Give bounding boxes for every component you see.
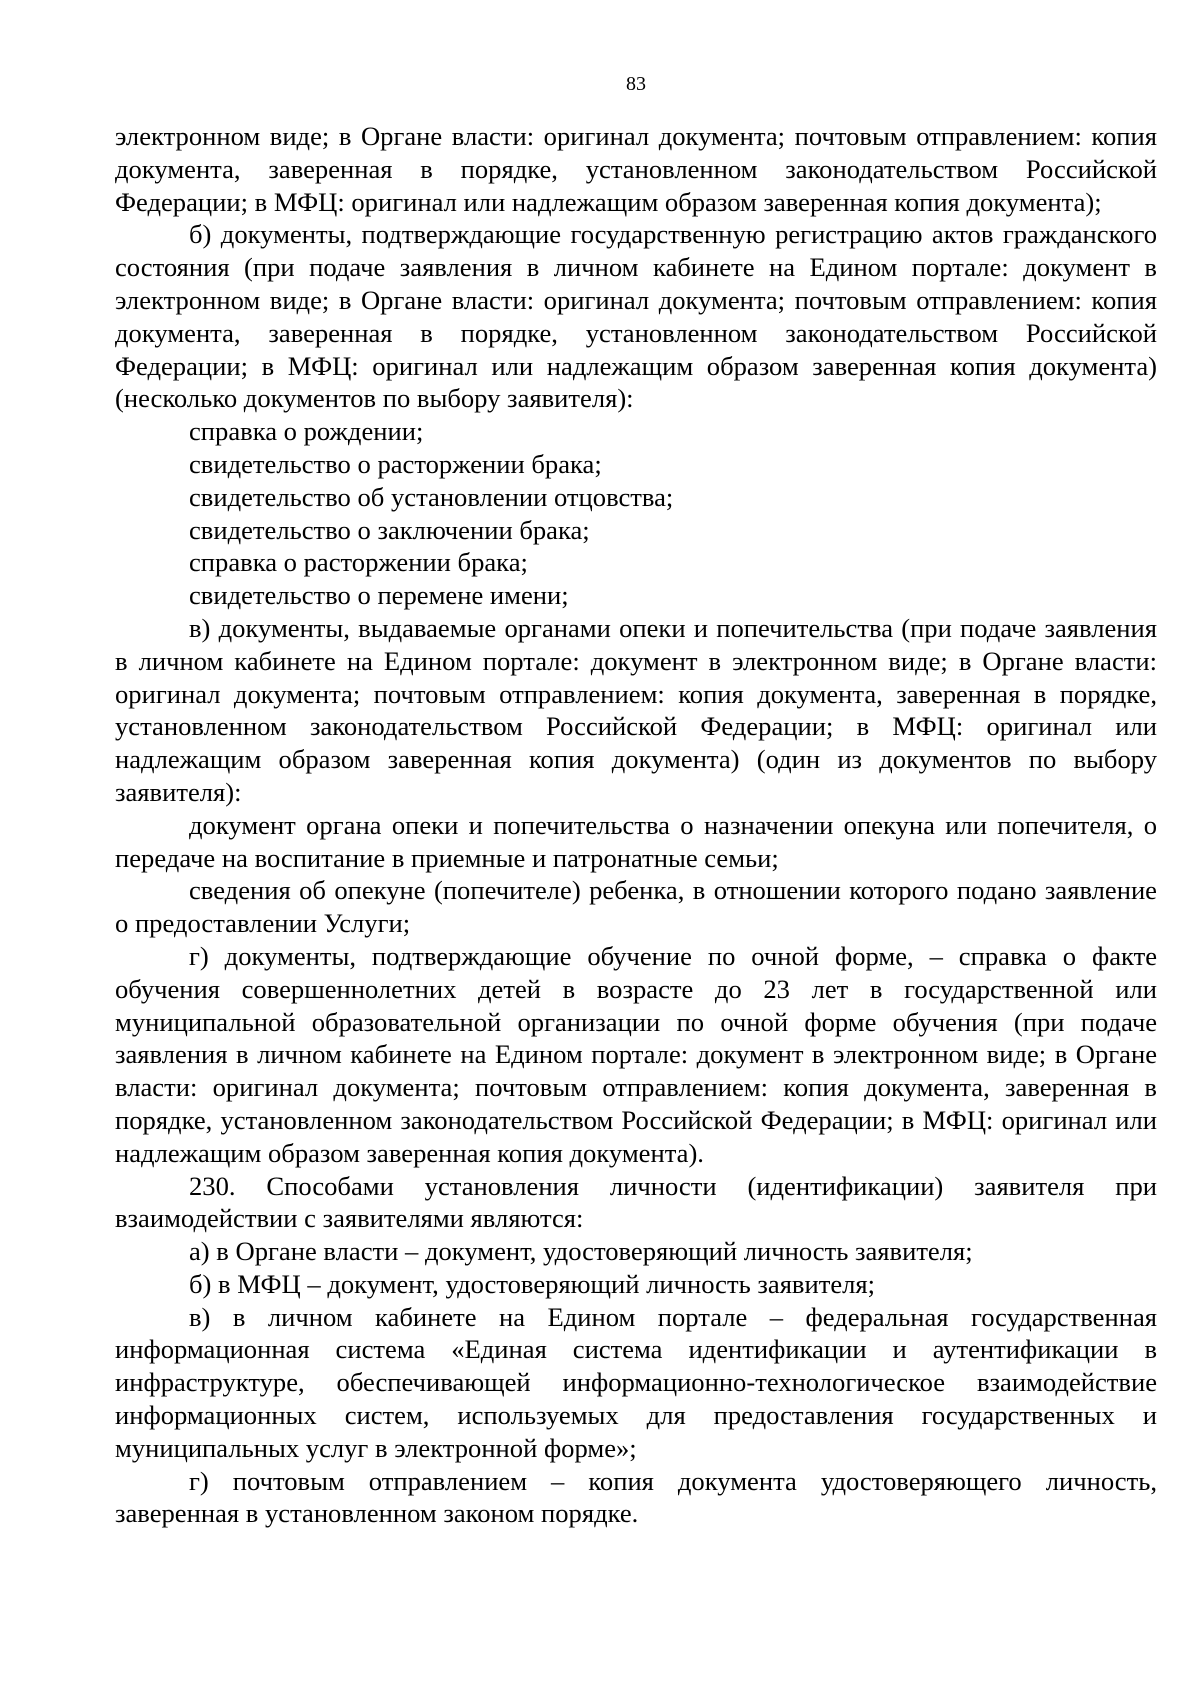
list-item: свидетельство о заключении брака; xyxy=(189,514,590,545)
list-item: а) в Органе власти – документ, удостоверяющий личность заявителя; xyxy=(189,1236,973,1267)
paragraph: 230. Способами установления личности (идентификации) заявителя при взаимодействии с заявителями являются: xyxy=(115,1170,1157,1234)
list-item: справка о рождении; xyxy=(189,416,424,447)
list-item: свидетельство об установлении отцовства; xyxy=(189,481,674,512)
page-number: 83 xyxy=(626,73,646,95)
paragraph: документ органа опеки и попечительства о назначении опекуна или попечителя, о передаче на воспитание в приемные и патронатные семьи; xyxy=(115,809,1157,873)
list-item: б) в МФЦ – документ, удостоверяющий личность заявителя; xyxy=(189,1268,876,1299)
paragraph: сведения об опекуне (попечителе) ребенка, в отношении которого подано заявление о предоставлении Услуги; xyxy=(115,875,1157,939)
document-body xyxy=(115,120,1157,1530)
list-item: свидетельство о перемене имени; xyxy=(189,580,569,611)
list-item: справка о расторжении брака; xyxy=(189,547,528,578)
paragraph: г) документы, подтверждающие обучение по очной форме, – справка о факте обучения совершеннолетних детей в возрасте до 23 лет в государственной или муниципальной образовательной организации по очной форме обучения (при подаче заявления в личном кабинете на Едином портале: документ в электронном виде; в Органе власти: оригинал документа; почтовым отправлением: копия документа, заверенная в порядке, установленном законодательством Российской Федерации; в МФЦ: оригинал или надлежащим образом заверенная копия документа). xyxy=(115,940,1157,1168)
list-item: свидетельство о расторжении брака; xyxy=(189,448,602,479)
paragraph: б) документы, подтверждающие государственную регистрацию актов гражданского состояния (при подаче заявления в личном кабинете на Едином портале: документ в электронном виде; в Органе власти: оригинал документа; почтовым отправлением: копия документа, заверенная в порядке, установленном законодательством Российской Федерации; в МФЦ: оригинал или надлежащим образом заверенная копия документа) (несколько документов по выбору заявителя): xyxy=(115,219,1157,414)
paragraph: в) в личном кабинете на Едином портале – федеральная государственная информационная система «Единая система идентификации и аутентификации в инфраструктуре, обеспечивающей информационно-технологическое взаимодействие информационных систем, используемых для предоставления государственных и муниципальных услуг в электронной форме»; xyxy=(115,1301,1157,1463)
paragraph: электронном виде; в Органе власти: оригинал документа; почтовым отправлением: копия документа, заверенная в порядке, установленном законодательством Российской Федерации; в МФЦ: оригинал или надлежащим образом заверенная копия документа); xyxy=(115,121,1157,217)
paragraph: в) документы, выдаваемые органами опеки и попечительства (при подаче заявления в личном кабинете на Едином портале: документ в электронном виде; в Органе власти: оригинал документа; почтовым отправлением: копия документа, заверенная в порядке, установленном законодательством Российской Федерации; в МФЦ: оригинал или надлежащим образом заверенная копия документа) (один из документов по выбору заявителя): xyxy=(115,612,1157,807)
paragraph: г) почтовым отправлением – копия документа удостоверяющего личность, заверенная в установленном законом порядке. xyxy=(115,1465,1157,1529)
